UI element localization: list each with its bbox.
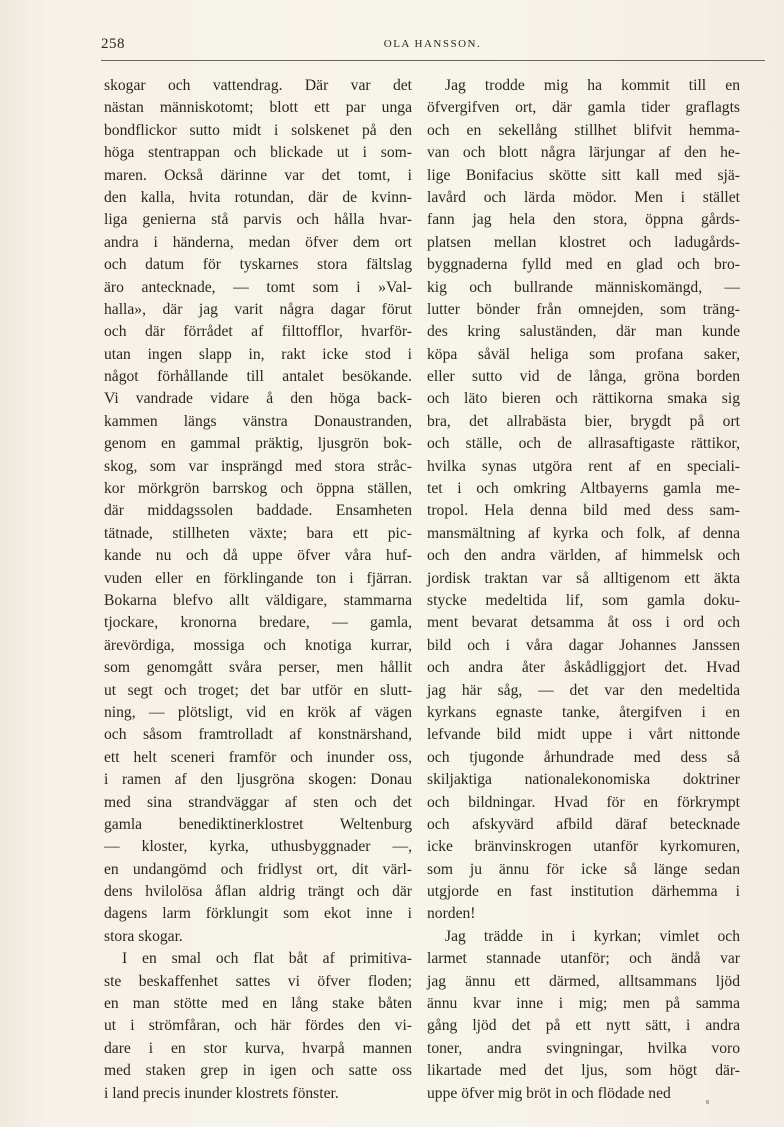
text-line: mansmältning af kyrka och folk, af denna (427, 524, 740, 542)
running-title: OLA HANSSON. (383, 38, 482, 50)
text-line: och läto bieren och rättikorna smaka sig (427, 390, 740, 408)
left-text-column (104, 75, 412, 1105)
text-line: dagens larm förklungit som ekot inne i (104, 905, 412, 923)
text-line: tet i och omkring Altbayerns gamla me- (427, 480, 740, 498)
text-line: tropol. Hela denna bild med dess sam- (427, 502, 740, 520)
text-line: och afskyvärd afbild däraf betecknade (427, 815, 740, 833)
text-line: dens hvilolösa åflan aldrig trängt och där (104, 883, 412, 901)
text-line: maren. Också därinne var det tomt, i (104, 166, 412, 184)
printer-mark (706, 1100, 709, 1104)
text-line: gamla benediktinerklostret Weltenburg (104, 815, 412, 833)
text-line: och tjugonde århundrade med dess så (427, 748, 740, 766)
text-line: där middagssolen baddade. Ensamheten (104, 502, 412, 520)
page-header (101, 34, 764, 58)
text-line: ärevördiga, mossiga och knotiga kurrar, (104, 636, 412, 654)
text-line: som ju ännu för icke så länge sedan (427, 860, 740, 878)
header-rule (101, 60, 765, 61)
text-line: och där förrådet af filttofflor, hvarför- (104, 323, 412, 341)
text-line: bondflickor sutto midt i solskenet på den (104, 121, 412, 139)
text-line: som genomgått svåra perser, men hållit (104, 659, 412, 677)
text-line: en man stötte med en lång stake båten (104, 995, 412, 1013)
text-line: norden! (427, 905, 476, 923)
text-line: kig och bullrande människomängd, — (427, 278, 740, 296)
text-line: liga genierna stå parvis och hålla hvar- (104, 211, 412, 229)
text-line: och datum för tyskarnes stora fältslag (104, 256, 412, 274)
text-line: kyrkans egnaste tanke, återgifven i en (427, 703, 740, 721)
text-line: icke bränvinskrogen utanför kyrkomuren, (427, 838, 740, 856)
text-line: och en sekellång stillhet blifvit hemma- (427, 121, 740, 139)
text-line: lige Bonifacius skötte sitt kall med sjä- (427, 166, 740, 184)
text-line: van och blott några lärjungar af den he- (427, 144, 740, 162)
text-line: utan ingen slapp in, rakt icke stod i (104, 345, 412, 363)
text-line: utgjorde en fast institution därhemma i (427, 883, 740, 901)
text-line: tjockare, kronorna bredare, — gamla, (104, 614, 412, 632)
text-line: i ramen af den ljusgröna skogen: Donau (104, 771, 412, 789)
text-line: och den andra världen, af himmelsk och (427, 547, 740, 565)
text-line: jag här såg, — det var den medeltida (427, 681, 740, 699)
text-line: uppe öfver mig bröt in och flödade ned (427, 1084, 671, 1102)
text-line: och såsom framtrolladt af konstnärshand, (104, 726, 412, 744)
text-line: kammen längs vänstra Donaustranden, (104, 412, 412, 430)
text-line: platsen mellan klostret och ladugårds- (427, 233, 740, 251)
text-line: — kloster, kyrka, uthusbyggnader —, (104, 838, 412, 856)
text-line: ännu kvar inne i mig; men på samma (427, 995, 740, 1013)
right-text-column (427, 75, 740, 1105)
text-line: och ställe, och de allrasaftigaste rättikor, (427, 435, 740, 453)
text-line: med staken grep in igen och satte oss (104, 1062, 412, 1080)
text-line: jordisk traktan var så alltigenom ett äkta (427, 569, 740, 587)
text-line: I en smal och flat båt af primitiva- (122, 950, 412, 968)
text-line: likartade med det ljus, som högt där- (427, 1062, 740, 1080)
text-line: halla», där jag varit några dagar förut (104, 300, 412, 318)
text-line: ning, — plötsligt, vid en krök af vägen (104, 703, 412, 721)
text-line: des kring saluständen, där man kunde (427, 323, 740, 341)
text-line: skogar och vattendrag. Där var det (104, 77, 412, 94)
text-line: eller sutto vid de långa, gröna borden (427, 368, 740, 386)
text-line: ment bevarat detsamma åt oss i ord och (427, 614, 740, 632)
text-line: i land precis inunder klostrets fönster. (104, 1084, 339, 1102)
text-line: skiljaktiga nationalekonomiska doktriner (427, 771, 740, 789)
text-line: Jag trädde in i kyrkan; vimlet och (445, 927, 740, 945)
text-line: Jag trodde mig ha kommit till en (445, 77, 740, 94)
text-line: stycke medeltida lif, som gamla doku- (427, 591, 740, 609)
text-line: andra i händerna, medan öfver dem ort (104, 233, 412, 251)
text-line: den kalla, hvita rotundan, där de kvinn- (104, 188, 412, 206)
text-line: stora skogar. (104, 927, 183, 945)
text-line: en undangömd och fridlyst ort, dit värl- (104, 860, 412, 878)
text-line: ste beskaffenhet sattes vi öfver floden; (104, 972, 412, 990)
text-line: skog, som var insprängd med stora stråc- (104, 457, 412, 475)
text-line: byggnaderna fylld med en glad och bro- (427, 256, 740, 274)
text-line: och andra åter åskådliggjort det. Hvad (427, 659, 740, 677)
text-line: ut i strömfåran, och här fördes den vi- (104, 1017, 412, 1035)
text-line: höga stentrappan och blickade ut i som- (104, 144, 412, 162)
page-number: 258 (101, 36, 125, 52)
text-line: med sina strandväggar af sten och det (104, 793, 412, 811)
text-line: ett helt sceneri framför och inunder oss, (104, 748, 412, 766)
text-line: köpa såväl heliga som profana saker, (427, 345, 740, 363)
text-line: genom en gammal präktig, ljusgrön bok- (104, 435, 412, 453)
text-line: äro antecknade, — tomt som i »Val- (104, 278, 412, 296)
text-line: kande nu och då uppe öfver våra huf- (104, 547, 412, 565)
text-line: ut segt och troget; det bar utför en slutt- (104, 681, 412, 699)
text-line: toner, andra svingningar, hvilka voro (427, 1039, 740, 1057)
text-line: Vi vandrade vidare å den höga back- (104, 390, 412, 408)
text-line: lefvande bild midt uppe i vårt nittonde (427, 726, 740, 744)
text-line: något förhållande till antalet besökande. (104, 368, 412, 386)
text-line: fann jag hela den stora, öppna gårds- (427, 211, 740, 229)
text-line: jag ännu ett därmed, alltsammans ljöd (427, 972, 740, 990)
text-line: tätnade, stillheten växte; bara ett pic- (104, 524, 412, 542)
text-line: dare i en stor kurva, hvarpå mannen (104, 1039, 412, 1057)
text-line: gång ljöd det på ett nytt sätt, i andra (427, 1017, 740, 1035)
text-line: lutter bönder från omnejden, som träng- (427, 300, 740, 318)
text-line: och bildningar. Hvad för en förkrympt (427, 793, 740, 811)
text-line: bild och i våra dagar Johannes Janssen (427, 636, 740, 654)
text-line: kor mörkgrön barrskog och öppna ställen, (104, 480, 412, 498)
text-line: lavård och lärda mödor. Men i stället (427, 188, 740, 206)
text-line: hvilka synas utgöra rent af en speciali- (427, 457, 740, 475)
text-line: bra, det allrabästa bier, brygdt på ort (427, 412, 740, 430)
text-line: nästan människotomt; blott ett par unga (104, 99, 412, 117)
text-line: öfvergifven ort, där gamla tider graflagts (427, 99, 740, 117)
text-line: larmet stannade utanför; och ändå var (427, 950, 740, 968)
text-line: Bokarna blefvo allt väldigare, stammarna (104, 591, 412, 609)
text-line: vuden eller en förklingande ton i fjärran. (104, 569, 412, 587)
